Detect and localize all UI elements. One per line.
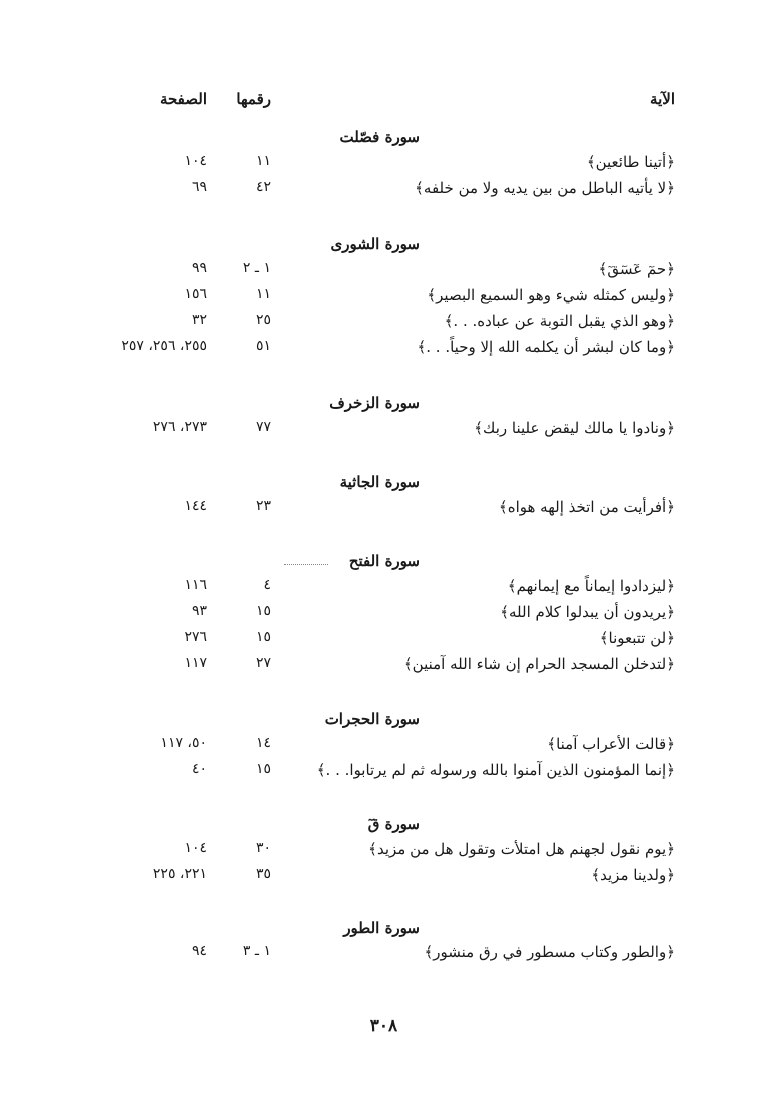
table-row	[0, 286, 767, 310]
table-row	[0, 338, 767, 362]
verse-number: ١٥	[255, 761, 271, 777]
table-row	[0, 629, 767, 653]
verse-text: ﴿يوم نقول لجهنم هل امتلأت وتقول هل من مزيد﴾	[368, 840, 675, 858]
table-row	[0, 603, 767, 627]
table-row	[0, 153, 767, 177]
page-ref: ٣٢	[191, 312, 207, 328]
verse-text: ﴿حمٓ عٓسٓقٓ﴾	[598, 260, 675, 278]
page-ref: ٢٥٥، ٢٥٦، ٢٥٧	[121, 338, 207, 354]
page-ref: ١١٦	[184, 577, 207, 593]
page-ref: ٩٩	[191, 260, 207, 276]
sura-title: سورة الحجرات	[324, 710, 420, 728]
page-ref: ٩٤	[191, 943, 207, 959]
verse-number: ٥١	[255, 338, 271, 354]
verse-number: ٣٥	[255, 866, 271, 882]
verse-number: ١ ـ ٣	[242, 943, 271, 959]
verse-text: ﴿إنما المؤمنون الذين آمنوا بالله ورسوله ثم لم يرتابوا. . .﴾	[316, 761, 675, 779]
verse-number: ١٥	[255, 603, 271, 619]
page-ref: ١١٧	[184, 655, 207, 671]
verse-number: ١٤	[255, 735, 271, 751]
sura-title: سورة الشورى	[330, 235, 420, 253]
sura-title: سورة الطور	[343, 919, 420, 937]
page-ref: ٢٢١، ٢٢٥	[152, 866, 207, 882]
sura-title: سورة الجاثية	[339, 473, 420, 491]
page-ref: ٢٧٦	[184, 629, 207, 645]
table-row	[0, 943, 767, 967]
table-row	[0, 577, 767, 601]
sura-title: سورة فصّلت	[339, 128, 420, 146]
verse-number: ٢٧	[255, 655, 271, 671]
table-row	[0, 498, 767, 522]
verse-number: ١١	[255, 153, 271, 169]
page-ref: ١٥٦	[184, 286, 207, 302]
page-ref: ١٤٤	[184, 498, 207, 514]
page-number: ٣٠٨	[369, 1016, 398, 1036]
verse-text: ﴿لتدخلن المسجد الحرام إن شاء الله آمنين﴾	[403, 655, 675, 673]
sura-title: سورة قٓ	[367, 815, 420, 833]
page-ref: ٦٩	[191, 179, 207, 195]
table-row	[0, 735, 767, 759]
verse-number: ٧٧	[255, 419, 271, 435]
verse-text: ﴿ونادوا يا مالك ليقض علينا ربك﴾	[474, 419, 675, 437]
verse-text: ﴿ولدينا مزيد﴾	[591, 866, 675, 884]
verse-text: ﴿أتينا طائعين﴾	[586, 153, 675, 171]
page-ref: ٤٠	[191, 761, 207, 777]
divider	[284, 564, 328, 565]
verse-number: ٤٢	[255, 179, 271, 195]
page-ref: ١٠٤	[184, 840, 207, 856]
table-row	[0, 655, 767, 679]
table-row	[0, 260, 767, 284]
table-row	[0, 761, 767, 785]
verse-text: ﴿وليس كمثله شيء وهو السميع البصير﴾	[427, 286, 675, 304]
verse-text: ﴿لن تتبعونا﴾	[599, 629, 675, 647]
verse-number: ٢٥	[255, 312, 271, 328]
verse-text: ﴿وهو الذي يقبل التوبة عن عباده. . .﴾	[444, 312, 675, 330]
header-number: رقمها	[236, 90, 271, 108]
table-row	[0, 312, 767, 336]
verse-number: ٣٠	[255, 840, 271, 856]
verse-text: ﴿وما كان لبشر أن يكلمه الله إلا وحياً. . .﴾	[417, 338, 675, 356]
header-ayah: الآية	[650, 90, 675, 108]
verse-number: ٤	[263, 577, 271, 593]
table-row	[0, 840, 767, 864]
verse-number: ١٥	[255, 629, 271, 645]
verse-text: ﴿لا يأتيه الباطل من بين يديه ولا من خلفه﴾	[415, 179, 675, 197]
verse-text: ﴿قالت الأعراب آمنا﴾	[547, 735, 675, 753]
sura-title: سورة الفتح	[348, 552, 420, 570]
verse-number: ١ ـ ٢	[242, 260, 271, 276]
verse-text: ﴿ليزدادوا إيماناً مع إيمانهم﴾	[507, 577, 675, 595]
verse-number: ١١	[255, 286, 271, 302]
page-ref: ٩٣	[191, 603, 207, 619]
page-ref: ١٠٤	[184, 153, 207, 169]
page-ref: ٥٠، ١١٧	[160, 735, 207, 751]
verse-number: ٢٣	[255, 498, 271, 514]
verse-text: ﴿والطور وكتاب مسطور في رق منشور﴾	[424, 943, 675, 961]
verse-text: ﴿أفرأيت من اتخذ إلهه هواه﴾	[498, 498, 675, 516]
page-ref: ٢٧٣، ٢٧٦	[152, 419, 207, 435]
header-page: الصفحة	[159, 90, 207, 108]
table-row	[0, 866, 767, 890]
sura-title: سورة الزخرف	[329, 394, 420, 412]
verse-text: ﴿يريدون أن يبدلوا كلام الله﴾	[500, 603, 675, 621]
table-row	[0, 179, 767, 203]
table-row	[0, 419, 767, 443]
